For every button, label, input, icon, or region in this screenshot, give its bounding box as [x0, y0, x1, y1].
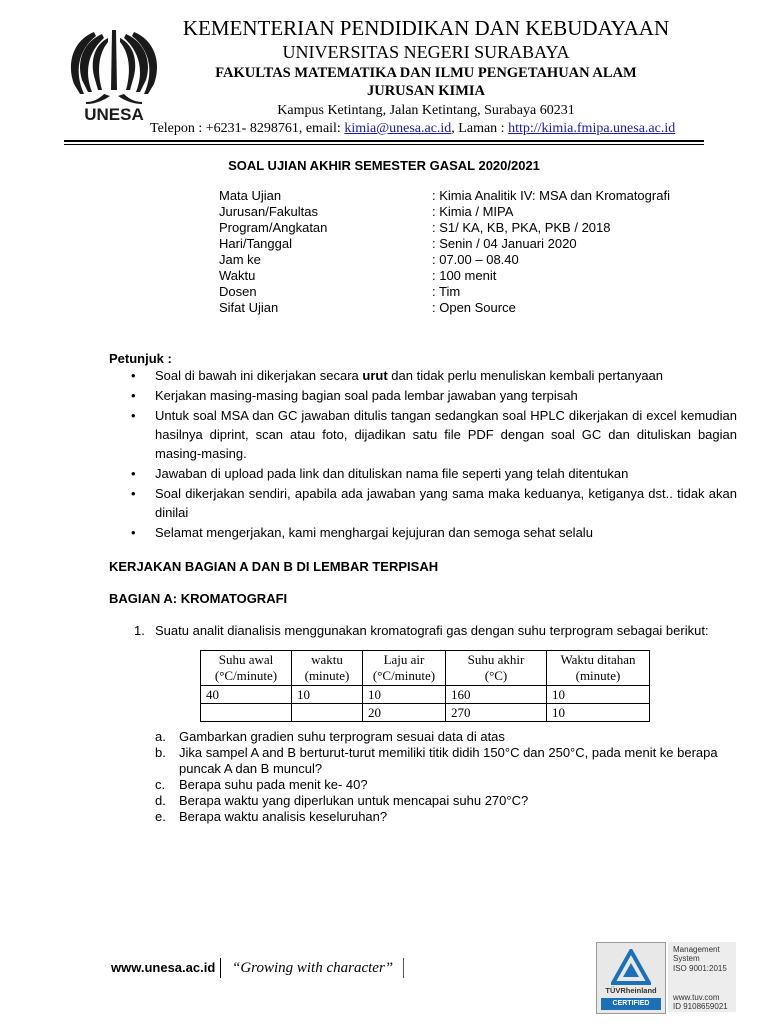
- list-item: [155, 777, 730, 793]
- campus-address: Kampus Ketintang, Jalan Ketintang, Surabaya 60231: [277, 103, 575, 118]
- logo-text: UNESA: [84, 105, 144, 124]
- table-cell: 10: [292, 686, 363, 704]
- certified-label: CERTIFIED: [601, 998, 661, 1010]
- header-divider-thin: [64, 144, 704, 145]
- section-heading-main: KERJAKAN BAGIAN A DAN B DI LEMBAR TERPISAH: [109, 559, 439, 574]
- meta-value: : 07.00 – 08.40: [432, 252, 519, 267]
- cert-line: ID 9108659021: [673, 1002, 728, 1011]
- tuv-triangle-icon: [611, 949, 651, 985]
- question-number: 1.: [134, 623, 145, 638]
- subquestion-text: Jika sampel A and B berturut-turut memiliki titik didih 150°C dan 250°C, pada menit ke berapa puncak A dan B muncul?: [179, 745, 718, 776]
- meta-label: Mata Ujian: [219, 188, 282, 203]
- list-item: [155, 745, 730, 777]
- website-link[interactable]: http://kimia.fmipa.unesa.ac.id: [508, 121, 676, 136]
- meta-label: Program/Angkatan: [219, 220, 328, 235]
- list-item: • Soal di bawah ini dikerjakan secara urut dan tidak perlu menuliskan kembali pertanyaan: [131, 368, 664, 383]
- table-cell: 20: [363, 704, 446, 722]
- meta-value: : Kimia / MIPA: [432, 204, 514, 219]
- certification-badge: [596, 942, 736, 1014]
- bullet-icon: •: [131, 368, 136, 383]
- subquestion-text: Berapa waktu yang diperlukan untuk mencapai suhu 270°C?: [179, 793, 529, 808]
- table-cell: 160: [446, 686, 547, 704]
- table-header-cell: Suhu awal (°C/minute): [201, 651, 292, 686]
- table-header-cell: waktu (minute): [292, 651, 363, 686]
- table-cell: 10: [363, 686, 446, 704]
- table-header-cell: Waktu ditahan (minute): [547, 651, 650, 686]
- unesa-logo: [64, 24, 164, 124]
- table-cell: 10: [547, 686, 650, 704]
- cert-line: ISO 9001:2015: [673, 964, 727, 973]
- bullet-icon: •: [131, 466, 136, 481]
- meta-value: : S1/ KA, KB, PKA, PKB / 2018: [432, 220, 611, 235]
- cert-line: System: [673, 954, 700, 963]
- meta-value: : Senin / 04 Januari 2020: [432, 236, 577, 251]
- bullet-icon: •: [131, 388, 136, 403]
- cert-line: www.tuv.com: [673, 993, 720, 1002]
- meta-label: Hari/Tanggal: [219, 236, 292, 251]
- contact-line: [150, 121, 686, 137]
- meta-value: : Open Source: [432, 300, 516, 315]
- phone-text: Telepon : +6231- 8298761, email:: [150, 121, 345, 136]
- footer-divider: [220, 958, 221, 978]
- table-cell: [201, 704, 292, 722]
- list-item: • Jawaban di upload pada link dan dituliskan nama file seperti yang telah ditentukan: [131, 466, 629, 481]
- faculty-name: FAKULTAS MATEMATIKA DAN ILMU PENGETAHUAN ALAM: [215, 65, 637, 81]
- web-label: , Laman :: [451, 121, 509, 136]
- table-cell: [292, 704, 363, 722]
- email-link[interactable]: kimia@unesa.ac.id: [344, 121, 452, 136]
- list-item: • Selamat mengerjakan, kami menghargai kejujuran dan semoga sehat selalu: [131, 525, 593, 540]
- department-name: JURUSAN KIMIA: [366, 83, 486, 99]
- subquestion-letter: d.: [155, 793, 166, 808]
- subquestion-text: Berapa waktu analisis keseluruhan?: [179, 809, 388, 824]
- footer-website: www.unesa.ac.id: [111, 960, 216, 975]
- temperature-program-table: [200, 650, 650, 722]
- table-header-row: [201, 651, 650, 686]
- list-item: [155, 793, 730, 809]
- table-cell: 40: [201, 686, 292, 704]
- table-cell: 10: [547, 704, 650, 722]
- table-row: [201, 704, 650, 722]
- footer-motto: “Growing with character”: [232, 960, 394, 976]
- exam-title: SOAL UJIAN AKHIR SEMESTER GASAL 2020/2021: [228, 158, 540, 173]
- ministry-name: KEMENTERIAN PENDIDIKAN DAN KEBUDAYAAN: [182, 16, 670, 40]
- subquestion-letter: c.: [155, 777, 166, 792]
- subquestion-letter: a.: [155, 729, 166, 744]
- list-item: • Soal dikerjakan sendiri, apabila ada jawaban yang sama maka keduanya, ketiganya dst.. tidak akan dinilai: [131, 486, 737, 520]
- table-header-cell: Suhu akhir (°C): [446, 651, 547, 686]
- list-item: [155, 729, 730, 745]
- instructions-list: [109, 366, 737, 543]
- subquestion-text: Berapa suhu pada menit ke- 40?: [179, 777, 368, 792]
- meta-value: : Kimia Analitik IV: MSA dan Kromatografi: [432, 188, 670, 203]
- tuv-brand: TÜVRheinland: [605, 986, 657, 995]
- list-item: • Untuk soal MSA dan GC jawaban ditulis tangan sedangkan soal HPLC dikerjakan di excel kemudian hasilnya diprint, scan atau foto, dijadikan satu file PDF dengan soal GC dan dituliskan bagian masing-masing.: [131, 408, 737, 461]
- bullet-icon: •: [131, 525, 136, 540]
- header-divider: [64, 140, 704, 142]
- subquestion-text: Gambarkan gradien suhu terprogram sesuai data di atas: [179, 729, 505, 744]
- university-name: UNIVERSITAS NEGERI SURABAYA: [282, 42, 570, 62]
- subquestion-letter: b.: [155, 745, 166, 760]
- subquestion-letter: e.: [155, 809, 166, 824]
- cert-line: Management: [673, 945, 720, 954]
- list-item: [155, 809, 730, 825]
- table-cell: 270: [446, 704, 547, 722]
- meta-label: Dosen: [219, 284, 257, 299]
- table-header-cell: Laju air (°C/minute): [363, 651, 446, 686]
- meta-label: Sifat Ujian: [219, 300, 279, 315]
- instructions-heading: Petunjuk :: [109, 351, 172, 366]
- bullet-icon: •: [131, 486, 136, 501]
- section-heading-part-a: BAGIAN A: KROMATOGRAFI: [109, 591, 288, 606]
- question-text: Suatu analit dianalisis menggunakan kromatografi gas dengan suhu terprogram sebagai berikut:: [155, 623, 709, 638]
- bullet-icon: •: [131, 408, 136, 423]
- meta-value: : 100 menit: [432, 268, 497, 283]
- meta-label: Jurusan/Fakultas: [219, 204, 318, 219]
- meta-value: : Tim: [432, 284, 461, 299]
- meta-label: Jam ke: [219, 252, 261, 267]
- list-item: • Kerjakan masing-masing bagian soal pada lembar jawaban yang terpisah: [131, 388, 578, 403]
- subquestion-list: [155, 729, 730, 825]
- table-row: [201, 686, 650, 704]
- footer-divider: [403, 958, 404, 978]
- meta-label: Waktu: [219, 268, 256, 283]
- tuv-badge: [596, 942, 666, 1014]
